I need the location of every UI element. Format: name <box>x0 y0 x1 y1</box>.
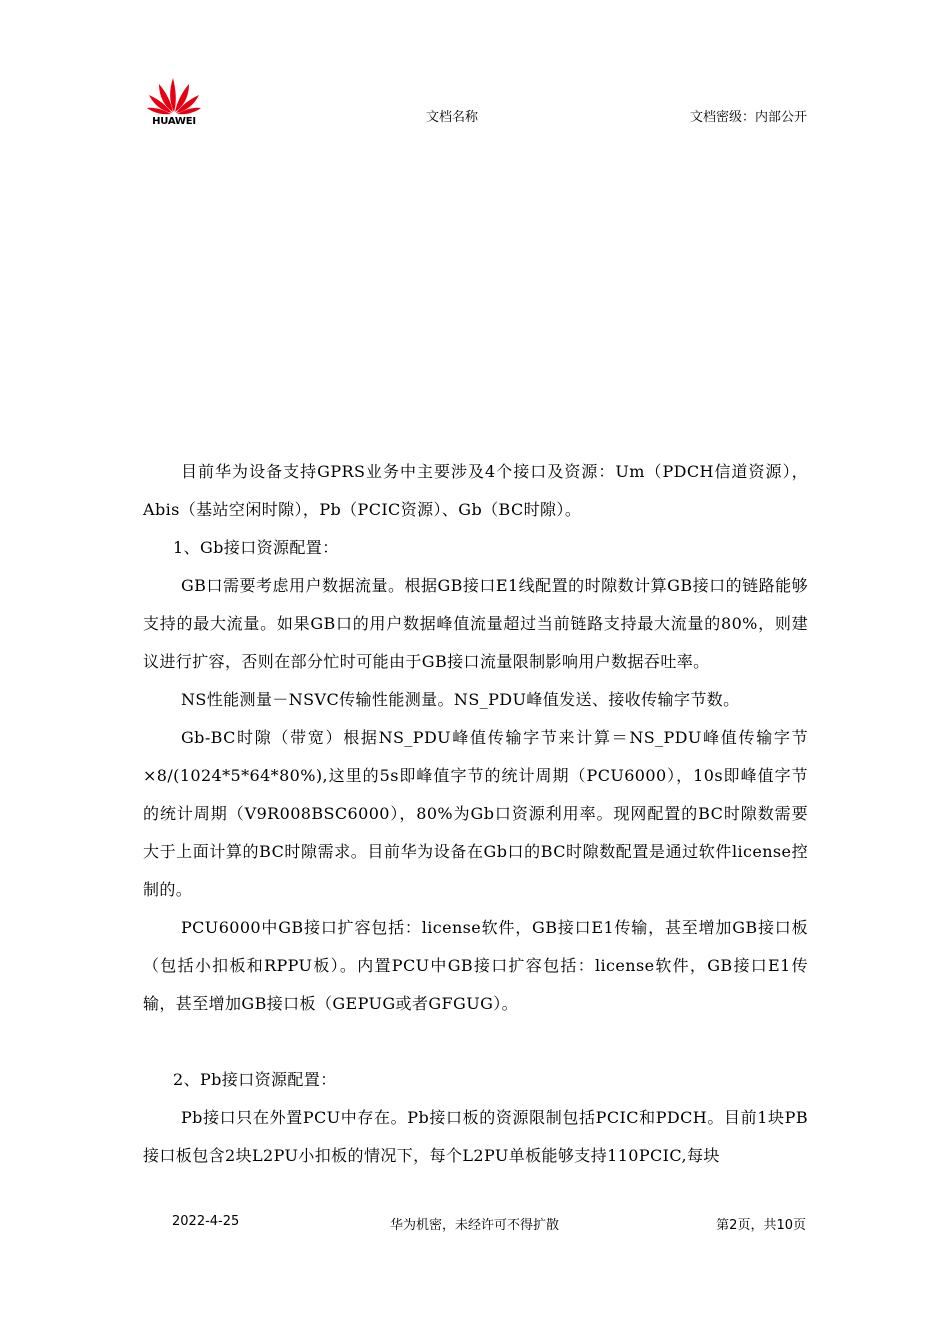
paragraph-pb-interface: Pb接口只在外置PCU中存在。Pb接口板的资源限制包括PCIC和PDCH。目前1块PB接口板包含2块L2PU小扣板的情况下，每个L2PU单板能够支持110PCIC,每块 <box>143 1108 808 1165</box>
paragraph-gb-traffic: GB口需要考虑用户数据流量。根据GB接口E1线配置的时隙数计算GB接口的链路能够支持的最大流量。如果GB口的用户数据峰值流量超过当前链路支持最大流量的80%，则建议进行扩容，否则在部分忙时可能由于GB接口流量限制影响用户数据吞吐率。 <box>143 576 808 671</box>
paragraph-gap <box>143 1023 808 1061</box>
section-heading-pb: 2、Pb接口资源配置： <box>173 1070 337 1089</box>
paragraph-gb-expansion: PCU6000中GB接口扩容包括：license软件，GB接口E1传输，甚至增加GB接口板（包括小扣板和RPPU板）。内置PCU中GB接口扩容包括：license软件，GB接口E1传输，甚至增加GB接口板（GEPUG或者GFGUG）。 <box>143 918 808 1013</box>
footer-page-number: 第2页，共10页 <box>716 1218 806 1233</box>
document-body <box>143 453 808 1175</box>
section-heading-gb: 1、Gb接口资源配置： <box>173 538 339 557</box>
document-name: 文档名称 <box>426 110 479 125</box>
footer-date: 2022-4-25 <box>172 1214 240 1229</box>
paragraph-intro: 目前华为设备支持GPRS业务中主要涉及4个接口及资源：Um（PDCH信道资源），Abis（基站空闲时隙），Pb（PCIC资源）、Gb（BC时隙）。 <box>143 462 808 519</box>
huawei-logo <box>145 72 203 130</box>
huawei-petals-icon <box>145 72 203 118</box>
paragraph-ns-measure: NS性能测量－NSVC传输性能测量。NS_PDU峰值发送、接收传输字节数。 <box>181 690 740 709</box>
footer-confidential: 华为机密，未经许可不得扩散 <box>390 1218 560 1233</box>
paragraph-gb-bc-slot: Gb-BC时隙（带宽）根据NS_PDU峰值传输字节来计算＝NS_PDU峰值传输字节×8/(1024*5*64*80%),这里的5s即峰值字节的统计周期（PCU6000），10s即峰值字节的统计周期（V9R008BSC6000），80%为Gb口资源利用率。现网配置的BC时隙数需要大于上面计算的BC时隙需求。目前华为设备在Gb口的BC时隙数配置是通过软件license控制的。 <box>143 728 808 899</box>
logo-text: HUAWEI <box>152 116 196 127</box>
page-header <box>145 72 807 132</box>
document-classification: 文档密级：内部公开 <box>689 110 807 125</box>
page-footer <box>0 1214 950 1234</box>
